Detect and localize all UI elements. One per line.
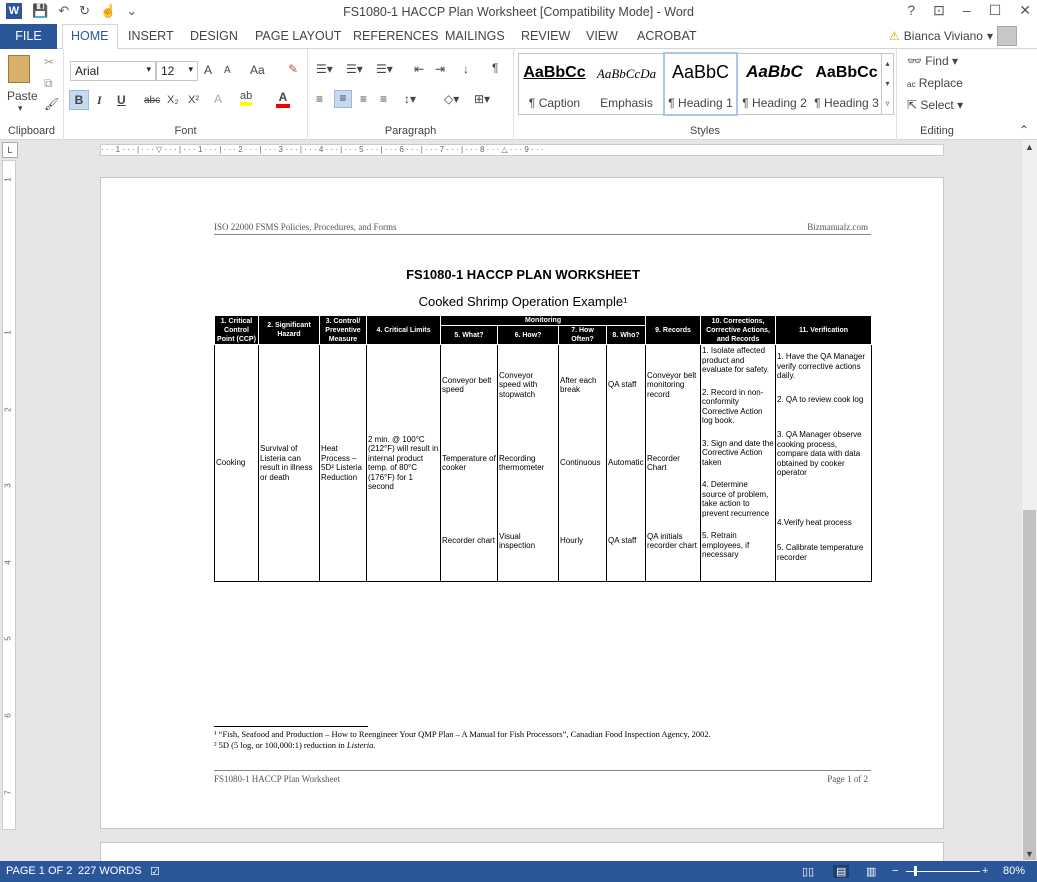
page-count[interactable]: PAGE 1 OF 2 [6, 865, 73, 877]
vruler-mark: 5 [3, 636, 13, 641]
header-left: ISO 22000 FSMS Policies, Procedures, and Forms [214, 222, 397, 232]
style-sample: AaBbCc [815, 64, 878, 81]
often-item: Hourly [560, 536, 584, 546]
clipboard-group [0, 49, 64, 140]
who-item: QA staff [608, 536, 637, 546]
redo-icon[interactable]: ↻ [79, 3, 90, 18]
underline-button[interactable]: U [117, 93, 126, 107]
col-header-hazard: 2. Significant Hazard [259, 316, 320, 345]
align-left-icon[interactable]: ≡ [316, 92, 324, 106]
zoom-slider[interactable] [906, 871, 980, 872]
styles-scroll[interactable]: ▴ ▾ ▿ [881, 54, 893, 114]
sort-icon[interactable]: ↓ [463, 62, 469, 76]
numbering-icon[interactable]: ☰▾ [346, 62, 363, 76]
replace-label: Replace [918, 76, 963, 90]
vruler-mark: 1 [3, 177, 13, 182]
correction-item: 5. Retrain employees, if necessary [702, 531, 750, 559]
chevron-down-icon: ▾ [986, 29, 993, 43]
undo-icon[interactable]: ↶ [58, 3, 70, 18]
save-icon[interactable]: 💾 [32, 3, 49, 18]
select-label: Select [920, 98, 954, 112]
align-right-icon[interactable]: ≡ [360, 92, 368, 106]
align-center-icon[interactable]: ≡ [334, 90, 352, 108]
bold-button[interactable]: B [69, 90, 89, 110]
scroll-thumb[interactable] [1023, 510, 1036, 860]
replace-button[interactable] [907, 76, 963, 90]
vruler-mark: 1 [3, 330, 13, 335]
col-header-often: 7. How Often? [559, 326, 607, 345]
col-header-ccp: 1. Critical Control Point (CCP) [215, 316, 259, 345]
col-header-how: 6. How? [498, 326, 559, 345]
verification-item: 3. QA Manager observe cooking process, compare data with data obtained by cooker operator [777, 430, 862, 477]
help-icon[interactable]: ? [907, 2, 916, 18]
cut-icon[interactable]: ✂ [44, 55, 55, 69]
cell-hazard[interactable]: Survival of Listeria can result in illness or death [259, 345, 320, 582]
ribbon-display-icon[interactable]: ⊡ [933, 2, 945, 18]
correction-item: 4. Determine source of problem, take action to prevent recurrence [702, 480, 770, 518]
col-header-records: 9. Records [646, 316, 701, 345]
font-name-combo[interactable] [70, 61, 156, 81]
vertical-ruler[interactable] [2, 160, 16, 830]
style-sample: AaBbC [746, 62, 803, 81]
maximize-button[interactable]: ☐ [988, 2, 1002, 18]
close-button[interactable]: ✕ [1019, 2, 1031, 18]
correction-item: 1. Isolate affected product and evaluate for safety. [702, 346, 770, 374]
chevron-down-icon: ▾ [146, 64, 151, 74]
decrease-indent-icon[interactable]: ⇤ [414, 62, 425, 76]
tab-file[interactable]: FILE [0, 24, 57, 49]
styles-group [514, 49, 897, 140]
read-mode-icon[interactable]: ▯▯ [802, 866, 815, 878]
word-count[interactable]: 227 WORDS [78, 865, 142, 877]
tab-acrobat[interactable]: ACROBAT [637, 29, 697, 43]
footnote-1: ¹ “Fish, Seafood and Production – How to Reengineer Your QMP Plan – A Manual for Fish Processors”, Canadian Food Inspection Agency, 2002. [214, 729, 711, 739]
correction-item: 3. Sign and date the Corrective Action taken [702, 438, 774, 467]
scroll-up-icon[interactable]: ▲ [1025, 142, 1034, 152]
cell-ccp[interactable]: Cooking [215, 345, 259, 582]
binoculars-icon: 👓 [907, 54, 922, 68]
style-sample: AaBbCc [523, 64, 586, 81]
ribbon-tabs [0, 24, 1037, 49]
chevron-down-icon[interactable]: ▾ [18, 103, 23, 113]
col-header-limits: 4. Critical Limits [367, 316, 441, 345]
clipboard-label: Clipboard [7, 125, 56, 137]
window-title: FS1080-1 HACCP Plan Worksheet [Compatibility Mode] - Word [343, 5, 694, 19]
collapse-ribbon-icon[interactable]: ⌃ [1018, 123, 1029, 137]
tab-design[interactable]: DESIGN [190, 29, 238, 43]
styles-gallery[interactable] [518, 53, 894, 115]
footnote-2-emphasis: Listeria. [346, 740, 376, 750]
shading-icon[interactable]: ◇▾ [444, 92, 460, 106]
horizontal-ruler[interactable]: · · · 1 · · · | · · · ▽ · · · | · · · 1 · · · | · · · 2 · · · | · · · 3 · · · | · · · 4 · · · | · · · 5 · · · | · · · 6 · · · | · · · 7 · · · | · · · 8 · · · △ · · · 9 · · · [100, 144, 944, 156]
how-item: Recording thermometer [499, 453, 545, 472]
footnote-2-text: ² 5D (5 log, or 100,000:1) reduction in [214, 740, 347, 750]
web-layout-icon[interactable]: ▥ [866, 866, 877, 878]
change-case-button[interactable]: Aa [250, 63, 265, 77]
footnotes [214, 726, 711, 751]
strikethrough-button[interactable]: abc [144, 95, 161, 106]
style-name: ¶ Caption [528, 96, 581, 110]
format-painter-icon[interactable]: 🖌 [44, 97, 60, 111]
style-sample: AaBbCcDa [596, 66, 657, 81]
print-layout-icon[interactable]: ▤ [833, 865, 849, 878]
cell-what[interactable] [441, 345, 498, 582]
chevron-down-icon: ▾ [188, 64, 193, 74]
font-group [64, 49, 308, 140]
paragraph-group [308, 49, 514, 140]
document-title: FS1080-1 HACCP PLAN WORKSHEET [406, 267, 640, 282]
minimize-button[interactable]: – [962, 2, 971, 18]
vruler-mark: 6 [3, 713, 13, 718]
vruler-mark: 2 [3, 407, 13, 412]
what-item: Conveyor belt speed [442, 375, 492, 394]
haccp-table[interactable] [214, 315, 872, 582]
find-label: Find [925, 54, 949, 68]
records-item: Conveyor belt monitoring record [647, 370, 697, 399]
find-button[interactable]: 👓 Find ▾ [907, 54, 958, 68]
tab-mailings[interactable]: MAILINGS [445, 29, 505, 43]
bullets-icon[interactable]: ☰▾ [316, 62, 333, 76]
cell-limits[interactable]: 2 min. @ 100°C (212°F) will result in internal product temp. of 80°C (176°F) for 1 second [367, 345, 441, 582]
style-name: Emphasis [600, 96, 653, 110]
footer-left: FS1080-1 HACCP Plan Worksheet [214, 774, 341, 784]
tab-selector[interactable]: L [2, 142, 18, 158]
cell-often[interactable] [559, 345, 607, 582]
col-header-who: 8. Who? [607, 326, 646, 345]
cell-verification[interactable] [776, 345, 872, 582]
footer-rule [214, 770, 871, 771]
style-heading-1[interactable] [665, 54, 736, 114]
footer-right: Page 1 of 2 [827, 774, 868, 784]
replace-icon: ac [907, 80, 916, 89]
show-marks-button[interactable]: ¶ [492, 61, 499, 75]
title-bar [0, 0, 1037, 24]
footnote-separator [214, 726, 368, 727]
ribbon [0, 49, 1037, 140]
how-item: Visual inspection [499, 531, 536, 550]
editing-label: Editing [920, 125, 954, 137]
shrink-font-button[interactable]: A [224, 65, 231, 76]
cell-corrections[interactable] [701, 345, 776, 582]
editing-group [897, 49, 977, 140]
cell-measure[interactable]: Heat Process – 5D² Listeria Reduction [320, 345, 367, 582]
style-heading-2[interactable] [739, 54, 810, 114]
footnote-2 [214, 740, 711, 751]
grow-font-button[interactable]: A [204, 63, 213, 77]
vruler-mark: 4 [3, 560, 13, 565]
col-header-monitoring: Monitoring [441, 316, 646, 326]
italic-button[interactable]: I [97, 93, 102, 107]
line-spacing-icon[interactable]: ↕▾ [404, 92, 417, 106]
select-button[interactable]: ⇱ Select ▾ [907, 98, 964, 112]
style-caption[interactable] [519, 54, 590, 114]
font-name-value: Arial [75, 64, 100, 78]
verification-item: 5. Calibrate temperature recorder [777, 543, 864, 562]
what-item: Temperature of cooker [442, 453, 496, 472]
records-item: Recorder Chart [647, 453, 680, 472]
ruler-row [0, 140, 1037, 160]
zoom-in-button[interactable]: + [982, 865, 989, 877]
vruler-mark: 7 [3, 790, 13, 795]
word-app-icon: W [6, 3, 22, 19]
verification-item: 2. QA to review cook log [777, 394, 864, 404]
touch-mode-icon[interactable]: ☝ [100, 3, 117, 18]
header-right: Bizmanualz.com [807, 222, 868, 232]
style-sample: AaBbC [671, 62, 730, 82]
zoom-out-button[interactable]: − [892, 865, 899, 877]
style-heading-3[interactable] [811, 54, 882, 114]
justify-icon[interactable]: ≡ [380, 92, 388, 106]
cell-records[interactable] [646, 345, 701, 582]
customize-qat-icon[interactable]: ⌄ [126, 3, 138, 18]
user-account[interactable] [889, 26, 1017, 46]
col-header-measure: 3. Control/ Preventive Measure [320, 316, 367, 345]
cell-who[interactable] [607, 345, 646, 582]
scroll-down-icon[interactable]: ▼ [1025, 849, 1034, 859]
vruler-mark: 3 [3, 483, 13, 488]
what-item: Recorder chart [442, 536, 495, 546]
who-item: QA staff [608, 380, 637, 390]
font-color-icon[interactable]: A [276, 90, 290, 108]
tab-home[interactable]: HOME [62, 24, 118, 50]
avatar [997, 26, 1017, 46]
zoom-level[interactable]: 80% [1003, 865, 1026, 877]
document-subtitle: Cooked Shrimp Operation Example¹ [418, 294, 628, 309]
text-effects-icon[interactable]: A [214, 92, 223, 106]
font-label: Font [174, 125, 197, 137]
proofing-icon[interactable]: ☑ [150, 866, 160, 878]
paste-button[interactable]: Paste [7, 89, 38, 103]
styles-label: Styles [690, 125, 720, 137]
document-page[interactable] [100, 177, 944, 829]
cursor-icon: ⇱ [907, 98, 918, 112]
verification-item: 4.Verify heat process [777, 517, 852, 527]
records-item: QA initials recorder chart [647, 531, 697, 550]
paste-icon[interactable] [8, 55, 30, 83]
vertical-scrollbar[interactable] [1022, 140, 1037, 861]
superscript-button[interactable]: X² [188, 94, 199, 106]
style-emphasis[interactable] [591, 54, 662, 114]
style-name: ¶ Heading 3 [814, 96, 879, 110]
col-header-verification: 11. Verification [776, 316, 872, 345]
borders-icon[interactable]: ⊞▾ [474, 92, 491, 106]
subscript-button[interactable]: X₂ [167, 94, 179, 106]
correction-item: 2. Record in non-conformity Corrective Action log book. [702, 387, 764, 425]
warning-icon: ⚠ [889, 29, 900, 43]
copy-icon[interactable]: ⧉ [44, 76, 53, 90]
often-item: Continuous [560, 458, 601, 468]
font-size-combo[interactable] [156, 61, 198, 81]
tab-references[interactable]: REFERENCES [353, 29, 439, 43]
user-name: Bianca Viviano [903, 29, 983, 43]
verification-item: 1. Have the QA Manager verify corrective actions daily. [777, 352, 866, 380]
multilevel-list-icon[interactable]: ☰▾ [376, 62, 393, 76]
increase-indent-icon[interactable]: ⇥ [435, 62, 446, 76]
col-header-what: 5. What? [441, 326, 498, 345]
header-rule [214, 234, 871, 235]
paragraph-label: Paragraph [384, 125, 437, 137]
font-size-value: 12 [161, 64, 175, 78]
who-item: Automatic [608, 458, 644, 468]
zoom-slider-handle[interactable] [914, 866, 917, 876]
tab-insert[interactable]: INSERT [128, 29, 174, 43]
col-header-corrections: 10. Corrections, Corrective Actions, and Records [701, 316, 776, 345]
status-bar [0, 861, 1037, 882]
how-item: Conveyor speed with stopwatch [499, 370, 538, 399]
tab-view[interactable]: VIEW [586, 29, 618, 43]
often-item: After each break [560, 375, 597, 394]
highlight-icon[interactable]: ab [240, 90, 252, 106]
style-name: ¶ Heading 1 [668, 96, 733, 110]
tab-review[interactable]: REVIEW [521, 29, 571, 43]
style-name: ¶ Heading 2 [742, 96, 807, 110]
clear-format-icon[interactable]: ✎ [288, 62, 299, 76]
cell-how[interactable] [498, 345, 559, 582]
tab-page-layout[interactable]: PAGE LAYOUT [255, 29, 342, 43]
